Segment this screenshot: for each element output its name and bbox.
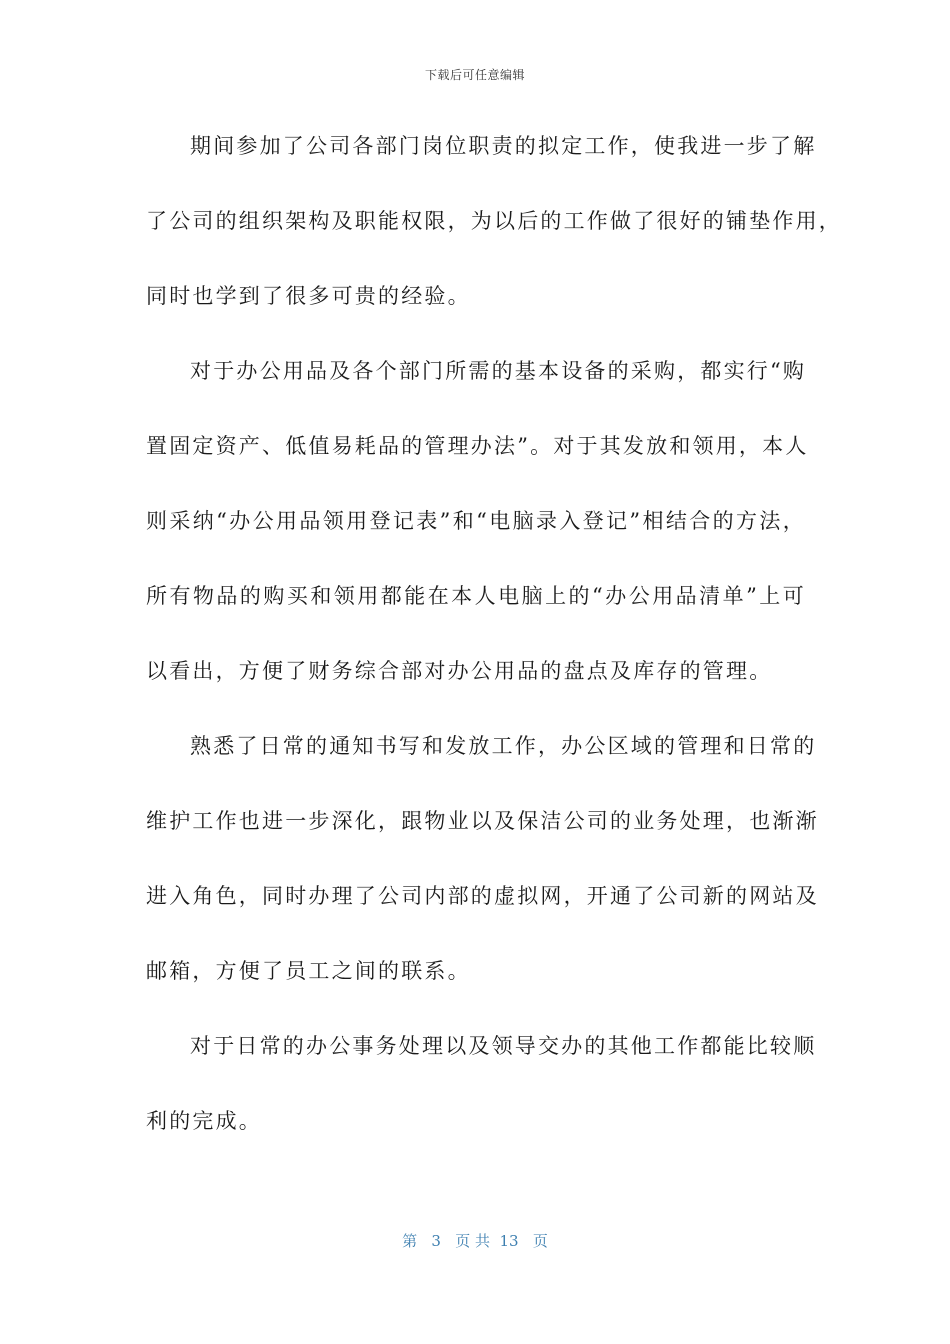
paragraph-line: 则采纳“办公用品领用登记表”和“电脑录入登记”相结合的方法， (146, 509, 806, 533)
paragraph-line: 所有物品的购买和领用都能在本人电脑上的“办公用品清单”上可 (146, 584, 806, 608)
paragraph-line: 进入角色，同时办理了公司内部的虚拟网，开通了公司新的网站及 (146, 884, 819, 908)
paragraph-line: 以看出，方便了财务综合部对办公用品的盘点及库存的管理。 (146, 659, 773, 683)
paragraph-line: 同时也学到了很多可贵的经验。 (146, 284, 471, 308)
paragraph-line: 邮箱，方便了员工之间的联系。 (146, 959, 471, 983)
paragraph-line: 期间参加了公司各部门岗位职责的拟定工作，使我进一步了解 (190, 134, 817, 158)
paragraph-line: 熟悉了日常的通知书写和发放工作，办公区域的管理和日常的 (190, 734, 817, 758)
page-header-note: 下载后可任意编辑 (424, 68, 525, 82)
paragraph-line: 了公司的组织架构及职能权限，为以后的工作做了很好的铺垫作用， (146, 209, 842, 233)
paragraph-line: 对于日常的办公事务处理以及领导交办的其他工作都能比较顺 (190, 1034, 817, 1058)
paragraph-line: 置固定资产、低值易耗品的管理办法”。对于其发放和领用，本人 (146, 434, 809, 458)
document-body (146, 120, 842, 1170)
paragraph-line: 利的完成。 (146, 1109, 262, 1133)
page-number-footer: 第 3 页 共 13 页 (402, 1232, 548, 1250)
paragraph-line: 维护工作也进一步深化，跟物业以及保洁公司的业务处理，也渐渐 (146, 809, 819, 833)
paragraph-line: 对于办公用品及各个部门所需的基本设备的采购，都实行“购 (190, 359, 807, 383)
